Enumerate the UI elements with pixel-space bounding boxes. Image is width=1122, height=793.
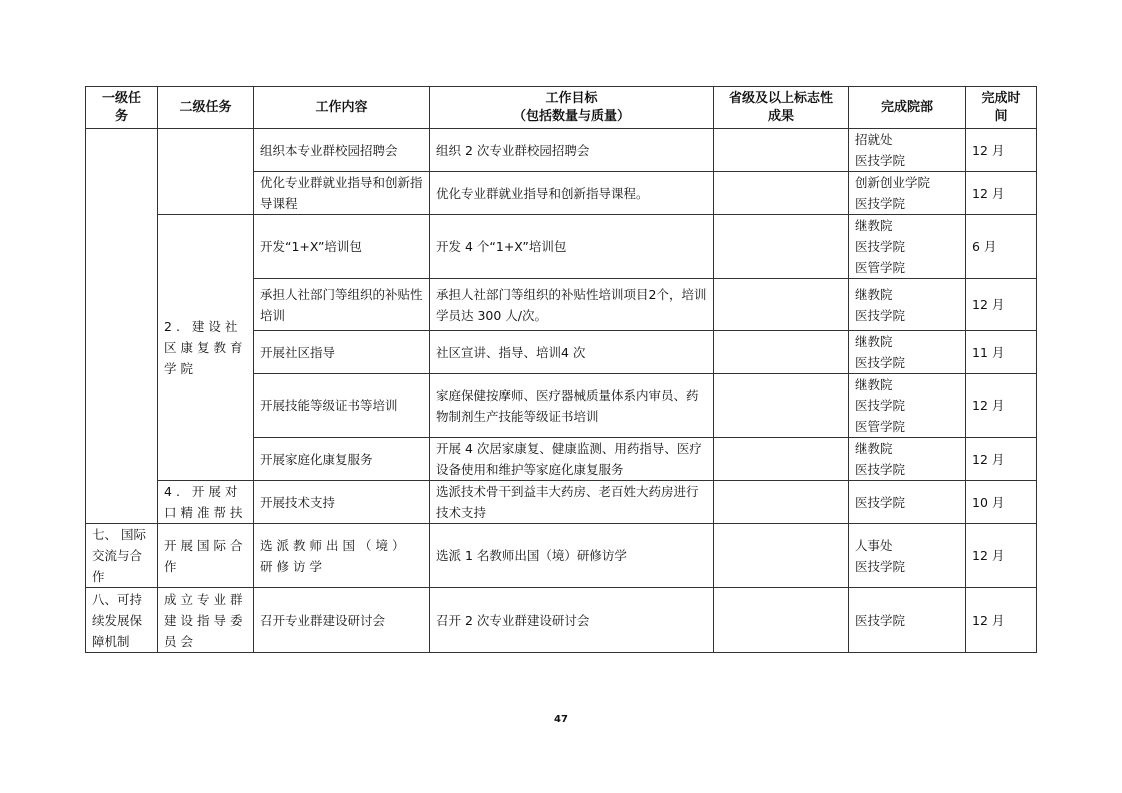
content-cell: 召开专业群建设研讨会 (254, 588, 430, 653)
department-cell: 创新创业学院 医技学院 (849, 172, 966, 215)
time-cell: 12 月 (966, 438, 1037, 481)
table-row (86, 481, 1037, 524)
header-level2-task: 二级任务 (158, 87, 254, 129)
header-department: 完成院部 (849, 87, 966, 129)
content-cell: 承担人社部门等组织的补贴性培训 (254, 279, 430, 331)
achievement-cell (714, 279, 849, 331)
level1-cell: 八、可持续发展保障机制 (86, 588, 158, 653)
achievement-cell (714, 438, 849, 481)
level2-cell: 开展国际合作 (158, 524, 254, 588)
goal-cell: 承担人社部门等组织的补贴性培训项目2个，培训学员达 300 人/次。 (430, 279, 714, 331)
header-row (86, 87, 1037, 129)
department-cell: 招就处 医技学院 (849, 129, 966, 172)
goal-cell: 组织 2 次专业群校园招聘会 (430, 129, 714, 172)
header-work-content: 工作内容 (254, 87, 430, 129)
table-row (86, 588, 1037, 653)
achievement-cell (714, 524, 849, 588)
time-cell: 12 月 (966, 524, 1037, 588)
time-cell: 11 月 (966, 331, 1037, 374)
department-cell: 医技学院 (849, 588, 966, 653)
achievement-cell (714, 129, 849, 172)
time-cell: 12 月 (966, 374, 1037, 438)
goal-cell: 社区宣讲、指导、培训4 次 (430, 331, 714, 374)
achievement-cell (714, 374, 849, 438)
page-number: 47 (554, 714, 568, 725)
header-work-goal (430, 87, 714, 129)
department-cell: 继教院 医技学院 (849, 331, 966, 374)
level1-cell: 七、 国际交流与合作 (86, 524, 158, 588)
table-row (86, 524, 1037, 588)
department-cell: 继教院 医技学院 (849, 438, 966, 481)
achievement-cell (714, 481, 849, 524)
content-cell: 开展社区指导 (254, 331, 430, 374)
header-achievement: 省级及以上标志性成果 (714, 87, 849, 129)
goal-cell: 开展 4 次居家康复、健康监测、用药指导、医疗设备使用和维护等家庭化康复服务 (430, 438, 714, 481)
time-cell: 6 月 (966, 215, 1037, 279)
department-cell: 继教院 医技学院 (849, 279, 966, 331)
level2-cell: 成立专业群建设指导委员会 (158, 588, 254, 653)
department-cell: 继教院 医技学院 医管学院 (849, 374, 966, 438)
table-row (86, 129, 1037, 172)
content-cell: 优化专业群就业指导和创新指导课程 (254, 172, 430, 215)
table-row (86, 215, 1037, 279)
content-cell: 选派教师出国（境）研修访学 (254, 524, 430, 588)
time-cell: 12 月 (966, 588, 1037, 653)
content-cell: 开发“1+X”培训包 (254, 215, 430, 279)
achievement-cell (714, 215, 849, 279)
content-cell: 组织本专业群校园招聘会 (254, 129, 430, 172)
goal-cell: 选派 1 名教师出国（境）研修访学 (430, 524, 714, 588)
level2-cell-empty (158, 129, 254, 215)
header-level1-task: 一级任务 (86, 87, 158, 129)
goal-cell: 召开 2 次专业群建设研讨会 (430, 588, 714, 653)
achievement-cell (714, 588, 849, 653)
achievement-cell (714, 331, 849, 374)
department-cell: 医技学院 (849, 481, 966, 524)
level2-cell-precision: 4. 开展对口精准帮扶 (158, 481, 254, 524)
header-work-goal-line2: （包括数量与质量） (512, 108, 630, 124)
time-cell: 12 月 (966, 279, 1037, 331)
achievement-cell (714, 172, 849, 215)
header-completion-time: 完成时间 (966, 87, 1037, 129)
header-work-goal-line1: 工作目标 (545, 90, 598, 106)
department-cell: 人事处 医技学院 (849, 524, 966, 588)
content-cell: 开展家庭化康复服务 (254, 438, 430, 481)
time-cell: 10 月 (966, 481, 1037, 524)
department-cell: 继教院 医技学院 医管学院 (849, 215, 966, 279)
goal-cell: 优化专业群就业指导和创新指导课程。 (430, 172, 714, 215)
task-table (85, 86, 1037, 653)
content-cell: 开展技能等级证书等培训 (254, 374, 430, 438)
content-cell: 开展技术支持 (254, 481, 430, 524)
level2-cell-community: 2. 建设社区康复教育学院 (158, 215, 254, 481)
goal-cell: 选派技术骨干到益丰大药房、老百姓大药房进行技术支持 (430, 481, 714, 524)
goal-cell: 开发 4 个“1+X”培训包 (430, 215, 714, 279)
goal-cell: 家庭保健按摩师、医疗器械质量体系内审员、药物制剂生产技能等级证书培训 (430, 374, 714, 438)
time-cell: 12 月 (966, 172, 1037, 215)
level1-cell-empty (86, 129, 158, 524)
time-cell: 12 月 (966, 129, 1037, 172)
